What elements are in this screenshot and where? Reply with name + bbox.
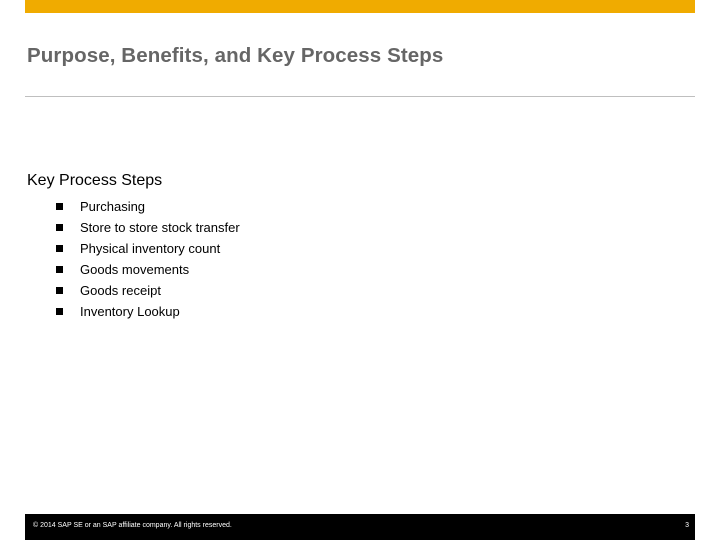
copyright-text: © 2014 SAP SE or an SAP affiliate company. All rights reserved. xyxy=(33,522,232,529)
square-bullet-icon xyxy=(56,287,63,294)
list-item xyxy=(56,196,240,217)
square-bullet-icon xyxy=(56,266,63,273)
square-bullet-icon xyxy=(56,245,63,252)
list-item xyxy=(56,301,240,322)
square-bullet-icon xyxy=(56,308,63,315)
list-item xyxy=(56,280,240,301)
list-item xyxy=(56,217,240,238)
square-bullet-icon xyxy=(56,203,63,210)
slide-title: Purpose, Benefits, and Key Process Steps xyxy=(27,44,444,67)
step-label: Goods receipt xyxy=(80,283,161,298)
step-label: Goods movements xyxy=(80,262,190,277)
step-label: Physical inventory count xyxy=(80,241,221,256)
section-heading: Key Process Steps xyxy=(27,172,163,189)
footer-bar xyxy=(25,514,695,540)
step-label: Inventory Lookup xyxy=(80,304,180,319)
square-bullet-icon xyxy=(56,224,63,231)
top-accent-bar xyxy=(25,0,695,13)
page-number: 3 xyxy=(685,522,689,529)
process-steps-list xyxy=(56,196,240,322)
step-label: Purchasing xyxy=(80,199,146,214)
title-divider xyxy=(25,96,695,97)
step-label: Store to store stock transfer xyxy=(80,220,240,235)
list-item xyxy=(56,238,240,259)
list-item xyxy=(56,259,240,280)
